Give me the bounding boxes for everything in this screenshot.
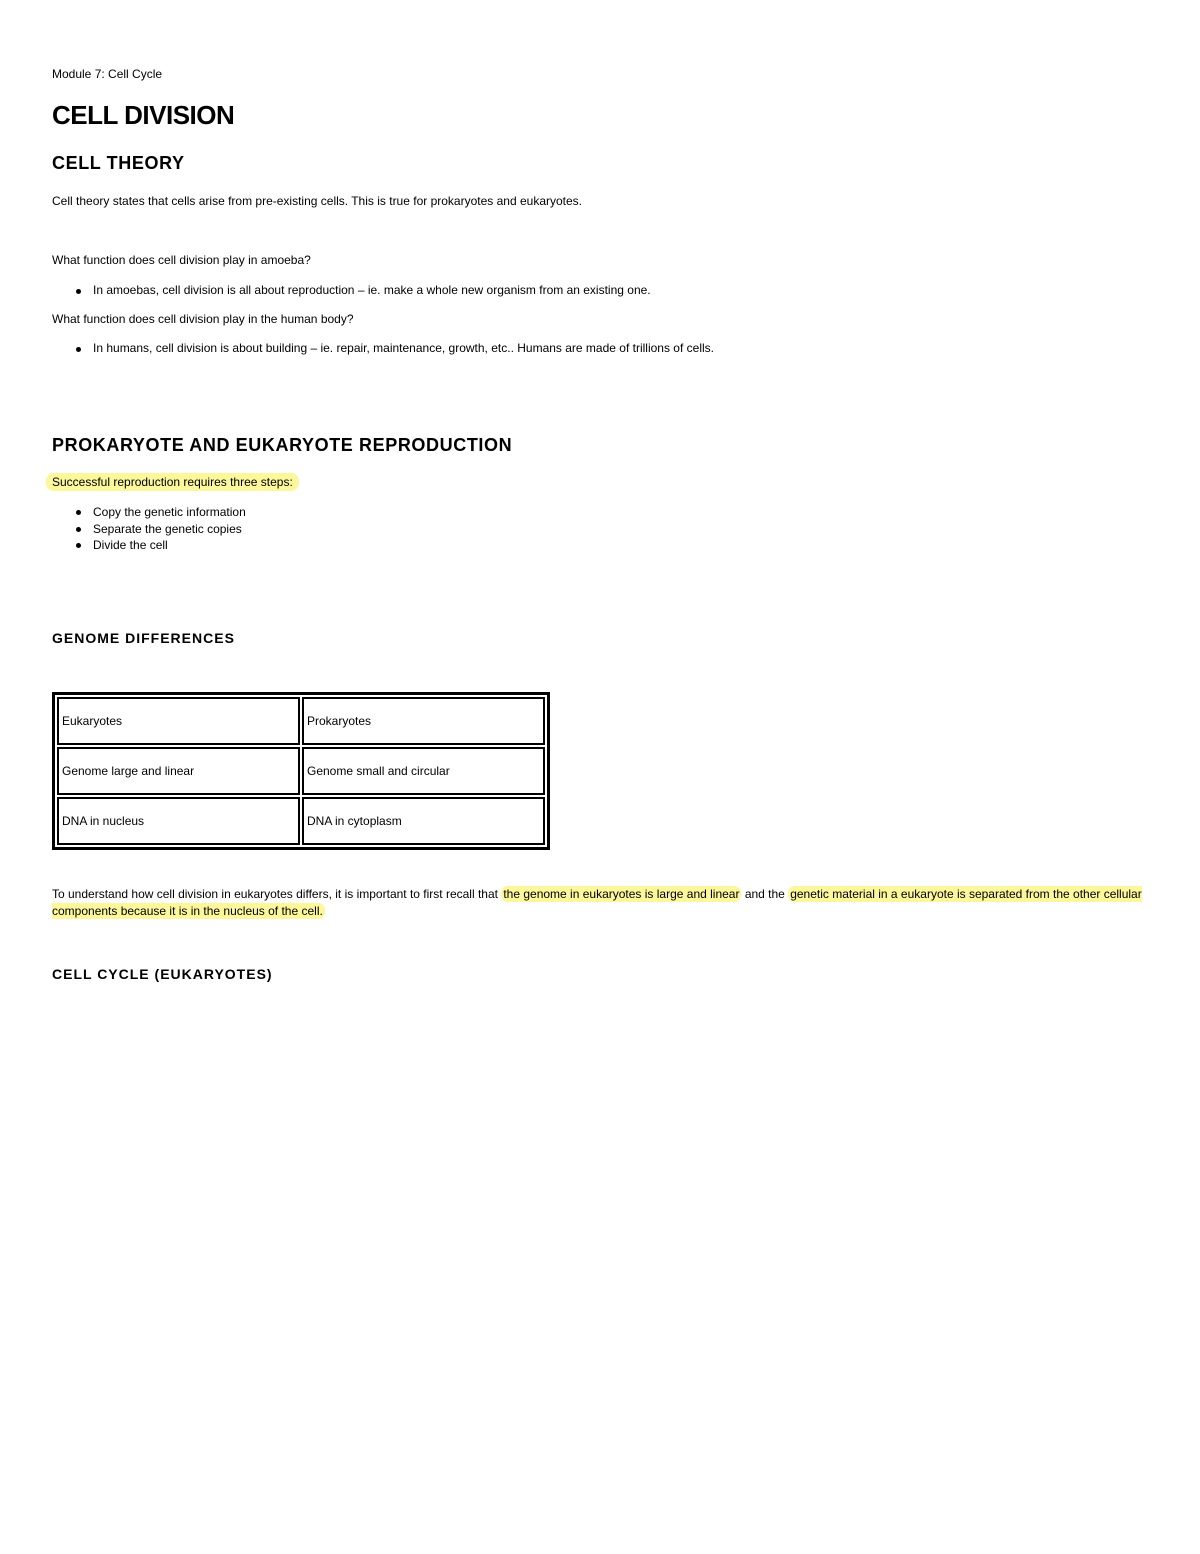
cell-theory-statement: Cell theory states that cells arise from pre-existing cells. This is true for prokaryotes and eukaryotes. xyxy=(52,194,582,208)
question-human: What function does cell division play in the human body? xyxy=(52,312,354,326)
table-row xyxy=(57,797,545,845)
paragraph-text: To understand how cell division in eukaryotes differs, it is important to first recall that xyxy=(52,887,502,901)
table-cell: DNA in cytoplasm xyxy=(302,797,545,845)
cell-theory-heading: CELL THEORY xyxy=(52,153,185,173)
table-cell: Prokaryotes xyxy=(302,697,545,745)
answer-amoeba: In amoebas, cell division is all about reproduction – ie. make a whole new organism from an existing one. xyxy=(52,283,651,297)
genome-heading: GENOME DIFFERENCES xyxy=(52,630,235,646)
genome-table xyxy=(52,692,550,850)
genome-paragraph xyxy=(52,886,1147,920)
table-row xyxy=(57,697,545,745)
list-item: Copy the genetic information xyxy=(52,504,246,521)
answer-amoeba-list xyxy=(52,283,651,297)
table-cell: Genome small and circular xyxy=(302,747,545,795)
question-amoeba: What function does cell division play in amoeba? xyxy=(52,253,311,267)
table-cell: Eukaryotes xyxy=(57,697,300,745)
reproduction-intro xyxy=(52,475,299,489)
module-label: Module 7: Cell Cycle xyxy=(52,67,163,81)
paragraph-highlight: the genome in eukaryotes is large and linear xyxy=(503,887,740,901)
list-item: Divide the cell xyxy=(52,537,246,554)
table-cell: Genome large and linear xyxy=(57,747,300,795)
reproduction-highlight: Successful reproduction requires three steps: xyxy=(46,473,299,491)
answer-human: In humans, cell division is about building – ie. repair, maintenance, growth, etc.. Humans are made of trillions of cells. xyxy=(52,341,714,355)
list-item: Separate the genetic copies xyxy=(52,521,246,538)
cell-cycle-heading: CELL CYCLE (EUKARYOTES) xyxy=(52,966,273,982)
paragraph-highlight: genetic material in a eukaryote is separated from the other cellular components because it is in the nucleus of the cell. xyxy=(52,887,1142,918)
reproduction-steps xyxy=(52,504,246,554)
answer-human-list xyxy=(52,341,714,355)
reproduction-heading: PROKARYOTE AND EUKARYOTE REPRODUCTION xyxy=(52,435,513,455)
page-title: CELL DIVISION xyxy=(52,100,235,130)
table-row xyxy=(57,747,545,795)
paragraph-text: and the xyxy=(741,887,789,901)
table-cell: DNA in nucleus xyxy=(57,797,300,845)
